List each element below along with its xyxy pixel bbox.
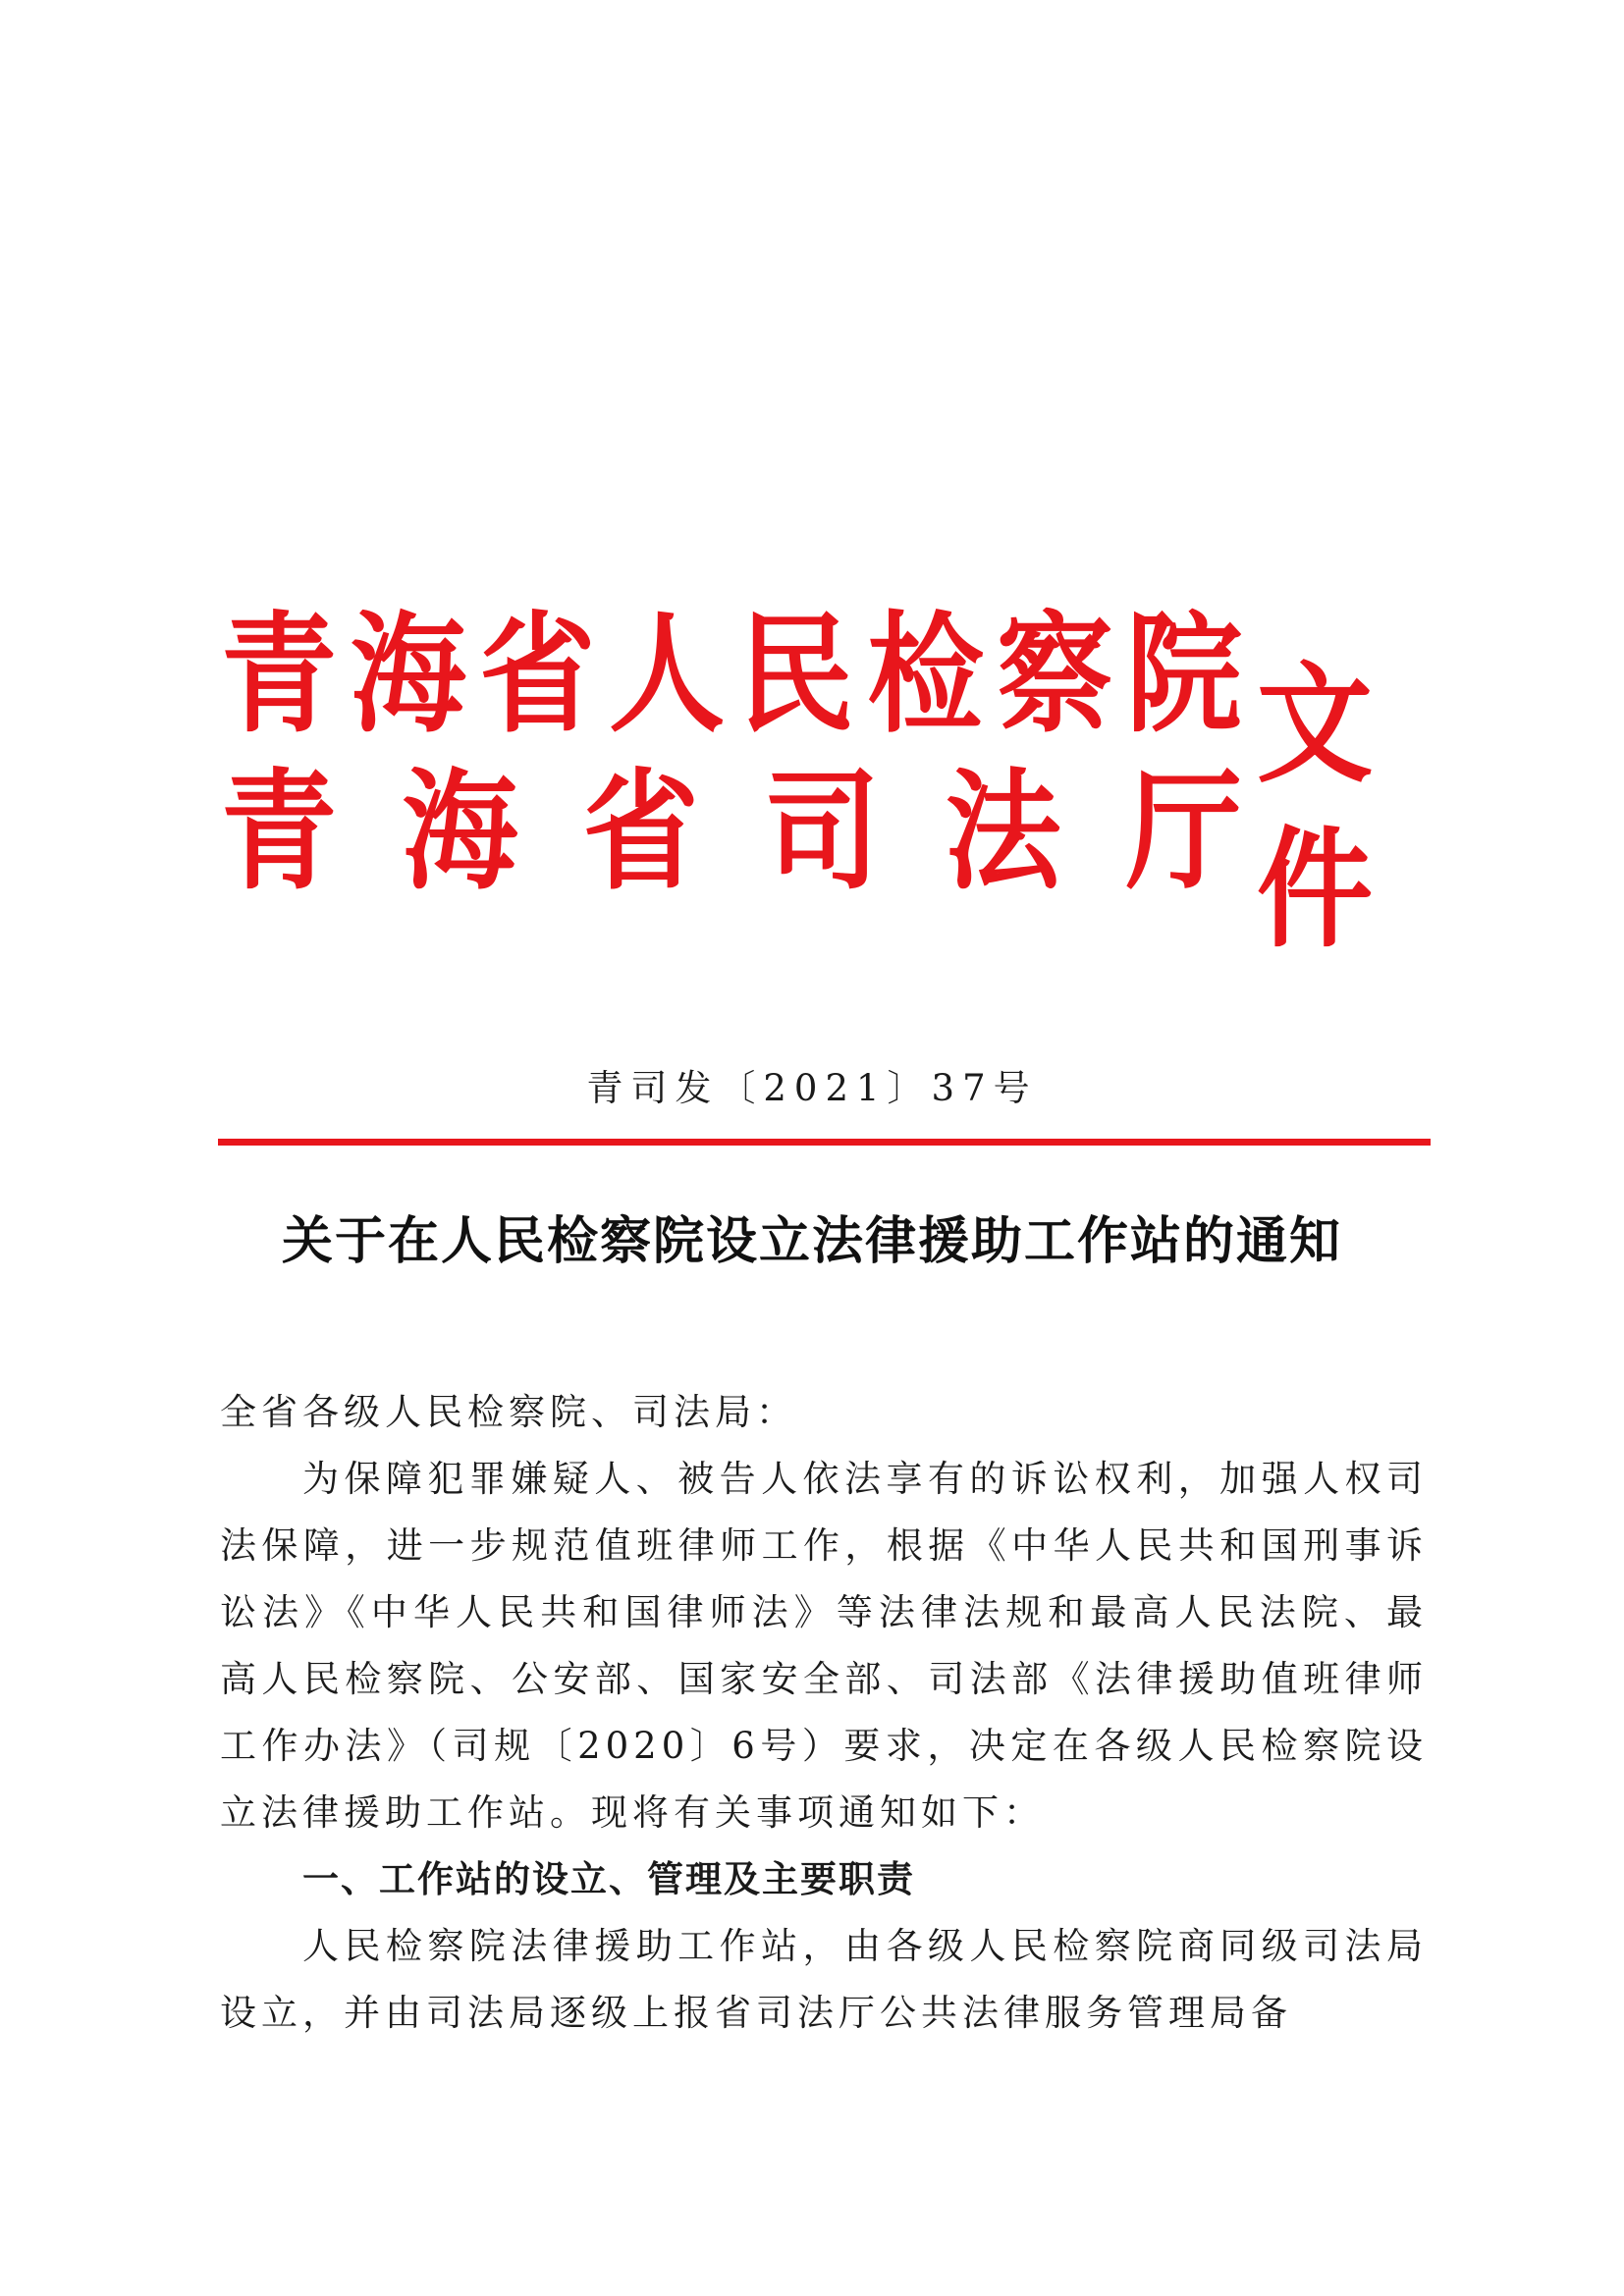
issuer-char: 海 (350, 597, 466, 751)
issuer-char: 院 (1125, 597, 1242, 751)
body-paragraph: 为保障犯罪嫌疑人、被告人依法享有的诉讼权利，加强人权司法保障，进一步规范值班律师工作，根据《中华人民共和国刑事诉讼法》《中华人民共和国律师法》等法律法规和最高人民法院、最高人民检察院、公安部、国家安全部、司法部《法律援助值班律师工作办法》（司规〔2020〕6号）要求，决定在各级人民检察院设立法律援助工作站。现将有关事项通知如下： (220, 1458, 1428, 1834)
body-paragraph: 人民检察院法律援助工作站，由各级人民检察院商同级司法局设立，并由司法局逐级上报省司法厅公共法律服务管理局备 (220, 1925, 1428, 2034)
issuer-char: 司 (764, 754, 881, 908)
issuer-row-procuratorate (221, 592, 1242, 757)
issuer-char: 察 (997, 597, 1113, 751)
issuer-char: 省 (582, 754, 699, 908)
section-heading: 一、工作站的设立、管理及主要职责 (302, 1858, 915, 1900)
issuer-char: 厅 (1125, 754, 1242, 908)
issuer-char: 青 (221, 597, 338, 751)
issuer-char: 检 (867, 597, 984, 751)
document-body (220, 1379, 1428, 2047)
issuer-char: 人 (609, 597, 726, 751)
issuer-row-justice-department (221, 749, 1242, 914)
issuer-char: 青 (221, 754, 338, 908)
salutation: 全省各级人民检察院、司法局： (220, 1391, 797, 1433)
issuer-char: 省 (479, 597, 596, 751)
notice-title: 关于在人民检察院设立法律援助工作站的通知 (281, 1211, 1342, 1271)
red-divider-line (218, 1139, 1431, 1146)
document-number: 青司发〔2021〕37号 (586, 1067, 1038, 1109)
document-suffix: 文件 (1257, 647, 1376, 966)
document-header (221, 597, 1438, 966)
issuer-char: 法 (945, 754, 1061, 908)
issuer-char: 民 (737, 597, 854, 751)
issuer-char: 海 (402, 754, 518, 908)
